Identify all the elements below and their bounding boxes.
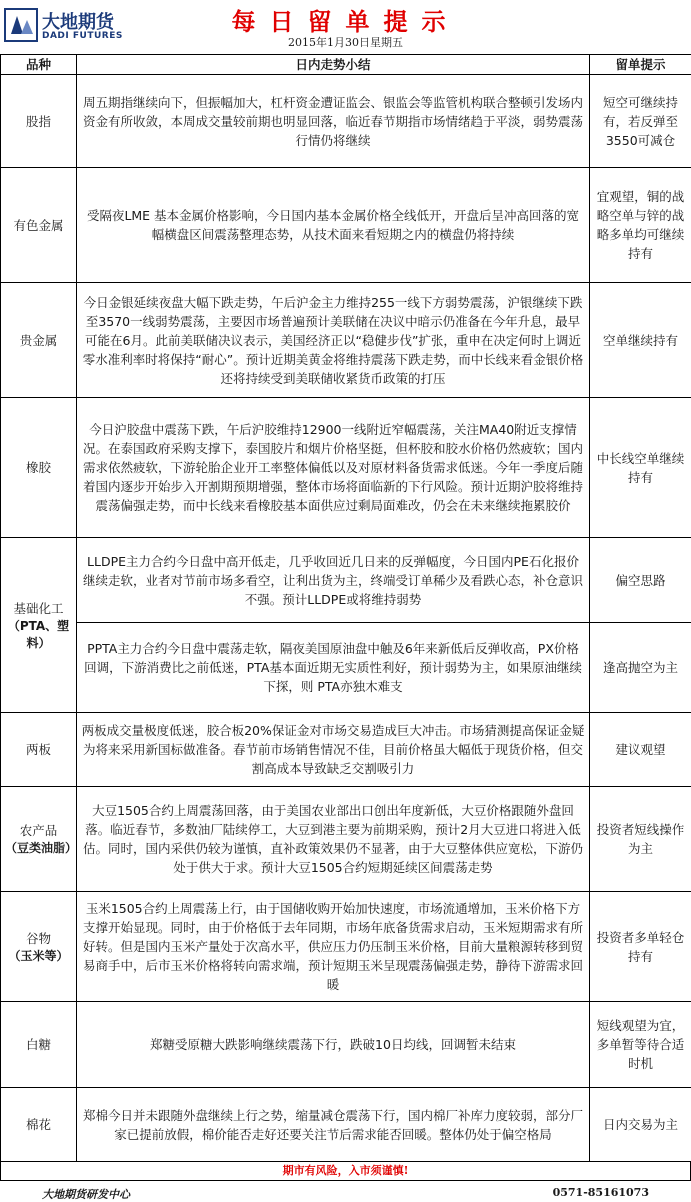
row-category: 两板: [1, 713, 77, 787]
row-category-subtitle: （豆类油脂）: [5, 841, 78, 855]
row-category-name: 基础化工: [13, 600, 64, 616]
column-header-tip: 留单提示: [590, 55, 691, 75]
row-category: 棉花: [1, 1088, 77, 1162]
column-header-summary: 日内走势小结: [77, 55, 590, 75]
row-tip: 短线观望为宜，多单暂等待合适时机: [590, 1002, 691, 1088]
report-date: 2015年1月30日星期五: [288, 36, 403, 49]
page-footer: [0, 1162, 691, 1202]
row-category: 股指: [1, 75, 77, 168]
table-header-row: [1, 55, 691, 75]
row-category: 有色金属: [1, 168, 77, 283]
organization-name: 大地期货研发中心: [42, 1188, 130, 1201]
row-summary: 今日金银延续夜盘大幅下跌走势，午后沪金主力维持255一线下方弱势震荡，沪银继续下跌至3570一线弱势震荡，主要因市场普遍预计美联储在决议中暗示仍准备在今年升息，最早可能在6月。此前美联储决议表示，美国经济正以“稳健步伐”扩张，重申在决定何时上调近零水准利率时将保持“耐心”。预计近期美黄金将维持震荡下跌走势，而中长线来看金银价格还将持续受到美联储收紧货币政策的打压: [77, 283, 590, 398]
table-row: [1, 892, 691, 1002]
row-category-subtitle: （PTA、塑料）: [7, 618, 70, 650]
row-category-subtitle: （玉米等）: [8, 948, 69, 963]
row-tip: 空单继续持有: [590, 283, 691, 398]
table-row: [1, 713, 691, 787]
advice-table: [0, 54, 691, 1162]
logo-chinese-text: 大地期货: [42, 12, 114, 33]
row-category: [1, 892, 77, 1002]
row-category: 橡胶: [1, 398, 77, 538]
row-summary: 郑糖受原糖大跌影响继续震荡下行，跌破10日均线，回调暂未结束: [77, 1002, 590, 1088]
table-row: [1, 283, 691, 398]
risk-warning: 期市有风险，入市须谨慎!: [0, 1162, 691, 1181]
row-tip: 投资者短线操作为主: [590, 787, 691, 892]
row-summary: 今日沪胶盘中震荡下跌，午后沪胶维持12900一线附近窄幅震荡，关注MA40附近支撑情况。在泰国政府采购支撑下，泰国胶片和烟片价格坚挺，但杯胶和胶水价格仍然疲软；国内需求依然疲软，下游轮胎企业开工率整体偏低以及对原材料备货需求低迷。今年一季度后随着国内逐步开始步入开割期预期增强，整体市场将面临新的下行风险。预计近期沪胶将维持震荡偏强走势，而中长线来看橡胶基本面供应过剩局面难改，仍会在未来继续拖累胶价: [77, 398, 590, 538]
contact-phone: 0571-85161073: [552, 1186, 649, 1199]
row-category: [1, 538, 77, 713]
row-tip: 偏空思路: [590, 538, 691, 623]
row-summary: 玉米1505合约上周震荡上行，由于国储收购开始加快速度，市场流通增加，玉米价格下方支撑开始显现。同时，由于价格低于去年同期，市场年底备货需求启动，玉米短期需求有所好转。但是国内玉米产量处于次高水平，供应压力仍压制玉米价格，目前大量粮源转移到贸易商手中，后市玉米价格将转向需求端，预计短期玉米呈现震荡偏强走势，静待下游需求回暖: [77, 892, 590, 1002]
logo-english-text: DADI FUTURES: [42, 31, 123, 41]
row-category: [1, 787, 77, 892]
table-row: [1, 787, 691, 892]
row-category-name: 谷物: [25, 930, 51, 946]
row-summary: 周五期指继续向下，但振幅加大，杠杆资金遭证监会、银监会等监管机构联合整顿引发场内资金有所收敛，本周成交量较前期也明显回落，临近春节期指市场情绪趋于平淡，弱势震荡行情仍将继续: [77, 75, 590, 168]
logo-mark-icon: [4, 8, 38, 42]
row-tip: 建议观望: [590, 713, 691, 787]
table-row: [1, 1002, 691, 1088]
row-summary: LLDPE主力合约今日盘中高开低走，几乎收回近几日来的反弹幅度，今日国内PE石化报价继续走软，业者对节前市场多看空，让利出货为主，终端受订单稀少及看跌心态，补仓意识不强。预计LLDPE或将维持弱势: [77, 538, 590, 623]
table-row: [1, 75, 691, 168]
column-header-category: 品种: [1, 55, 77, 75]
table-row: [1, 398, 691, 538]
table-row: [1, 623, 691, 713]
page-header: [0, 0, 691, 55]
table-row: [1, 168, 691, 283]
row-tip: 宜观望，铜的战略空单与锌的战略多单均可继续持有: [590, 168, 691, 283]
row-summary: 大豆1505合约上周震荡回落，由于美国农业部出口创出年度新低，大豆价格跟随外盘回落。临近春节，多数油厂陆续停工，大豆到港主要为前期采购，预计2月大豆进口将进入低估。同时，国内采供仍较为谨慎，直补政策效果仍不显著，由于大豆整体供应宽松，下游仍处于供大于求。预计大豆1505合约短期延续区间震荡走势: [77, 787, 590, 892]
row-summary: 郑棉今日并未跟随外盘继续上行之势，缩量减仓震荡下行，国内棉厂补库力度较弱，部分厂家已提前放假，棉价能否走好还要关注节后需求能否回暖。整体仍处于偏空格局: [77, 1088, 590, 1162]
row-summary: 两板成交量极度低迷，胶合板20%保证金对市场交易造成巨大冲击。市场猜测提高保证金疑为将来采用新国标做准备。春节前市场销售情况不佳，目前价格虽大幅低于现货价格，但交割高成本导致缺乏交割吸引力: [77, 713, 590, 787]
table-row: [1, 538, 691, 623]
row-summary: PPTA主力合约今日盘中震荡走软，隔夜美国原油盘中触及6年来新低后反弹收高，PX价格回调，下游消费比之前低迷，PTA基本面近期无实质性利好，预计弱势为主，如果原油继续下探，则 PTA亦独木难支: [77, 623, 590, 713]
row-tip: 短空可继续持有，若反弹至3550可减仓: [590, 75, 691, 168]
row-category-name: 农产品: [19, 823, 58, 838]
row-tip: 逢高抛空为主: [590, 623, 691, 713]
row-category: 贵金属: [1, 283, 77, 398]
row-category: 白糖: [1, 1002, 77, 1088]
company-logo: [4, 6, 144, 46]
table-row: [1, 1088, 691, 1162]
page-title: 每日留单提示: [231, 7, 460, 36]
row-summary: 受隔夜LME 基本金属价格影响，今日国内基本金属价格全线低开，开盘后呈冲高回落的宽幅横盘区间震荡整理态势，从技术面来看短期之内的横盘仍将持续: [77, 168, 590, 283]
row-tip: 中长线空单继续持有: [590, 398, 691, 538]
row-tip: 日内交易为主: [590, 1088, 691, 1162]
row-tip: 投资者多单轻仓持有: [590, 892, 691, 1002]
